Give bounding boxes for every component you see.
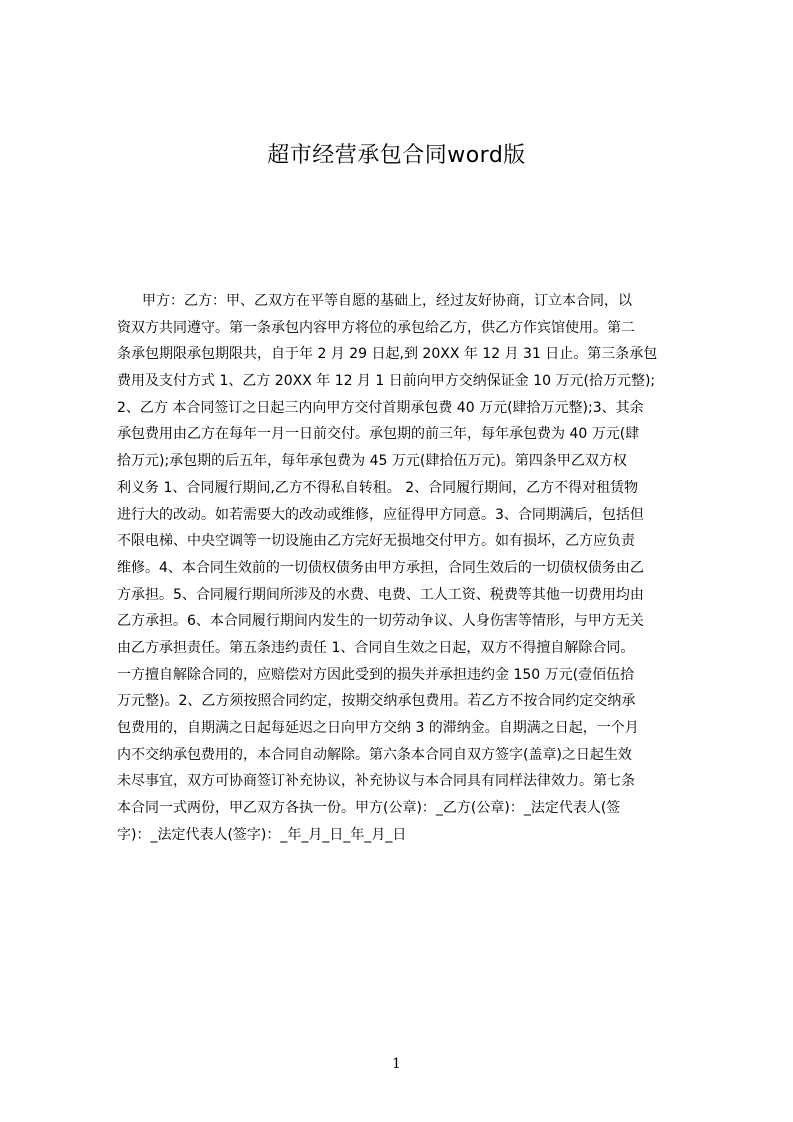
body-line: 维修。4、本合同生效前的一切债权债务由甲方承担，合同生效后的一切债权债务由乙 [117,559,644,576]
body-line: 条承包期限承包期限共，自于年 2 月 29 日起,到 20XX 年 12 月 31 日止。第三条承包 [117,346,658,363]
body-line: 包费用的，自期满之日起每延迟之日向甲方交纳 3 的滞纳金。自期满之日起，一个月 [117,720,639,736]
body-line: 内不交纳承包费用的，本合同自动解除。第六条本合同自双方签字(盖章)之日起生效 [117,746,632,763]
body-line: 未尽事宜，双方可协商签订补充协议，补充协议与本合同具有同样法律效力。第七条 [117,773,635,790]
body-line: 一方擅自解除合同的，应赔偿对方因此受到的损失并承担违约金 150 万元(壹佰伍拾 [117,666,635,683]
body-line: 本合同一式两份，甲乙双方各执一份。甲方(公章)：_乙方(公章)：_法定代表人(签 [117,800,621,817]
body-line: 乙方承担。6、本合同履行期间内发生的一切劳动争议、人身伤害等情形，与甲方无关 [117,613,644,630]
document-title: 超市经营承包合同word版 [267,143,526,168]
body-line: 方承担。5、合同履行期间所涉及的水费、电费、工人工资、税费等其他一切费用均由 [117,586,644,603]
body-line: 承包费用由乙方在每年一月一日前交付。承包期的前三年，每年承包费为 40 万元(肆 [117,426,640,443]
body-line: 利义务 1、合同履行期间,乙方不得私自转租。 2、合同履行期间，乙方不得对租赁物 [117,479,639,496]
body-line: 资双方共同遵守。第一条承包内容甲方将位的承包给乙方，供乙方作宾馆使用。第二 [117,319,635,336]
page-number: 1 [392,1056,401,1072]
body-line: 费用及支付方式 1、乙方 20XX 年 12 月 1 日前向甲方交纳保证金 10 万元(拾万元整); [117,373,656,390]
body-line: 不限电梯、中央空调等一切设施由乙方完好无损地交付甲方。如有损坏，乙方应负责 [117,533,635,550]
body-line: 字)：_法定代表人(签字)：_年_月_日_年_月_日 [117,826,407,843]
body-line: 甲方：乙方：甲、乙双方在平等自愿的基础上，经过友好协商，订立本合同，以 [142,293,632,309]
body-line: 万元整)。2、乙方须按照合同约定，按期交纳承包费用。若乙方不按合同约定交纳承 [117,693,636,710]
body-line: 拾万元);承包期的后五年，每年承包费为 45 万元(肆拾伍万元)。第四条甲乙双方权 [117,453,627,470]
body-line: 由乙方承担责任。第五条违约责任 1、合同自生效之日起，双方不得擅自解除合同。 [117,639,635,656]
document-body [117,288,697,848]
body-line: 进行大的改动。如若需要大的改动或维修，应征得甲方同意。3、合同期满后，包括但 [117,506,644,523]
body-line: 2、乙方 本合同签订之日起三内向甲方交付首期承包费 40 万元(肆拾万元整);3、其余 [117,399,644,416]
